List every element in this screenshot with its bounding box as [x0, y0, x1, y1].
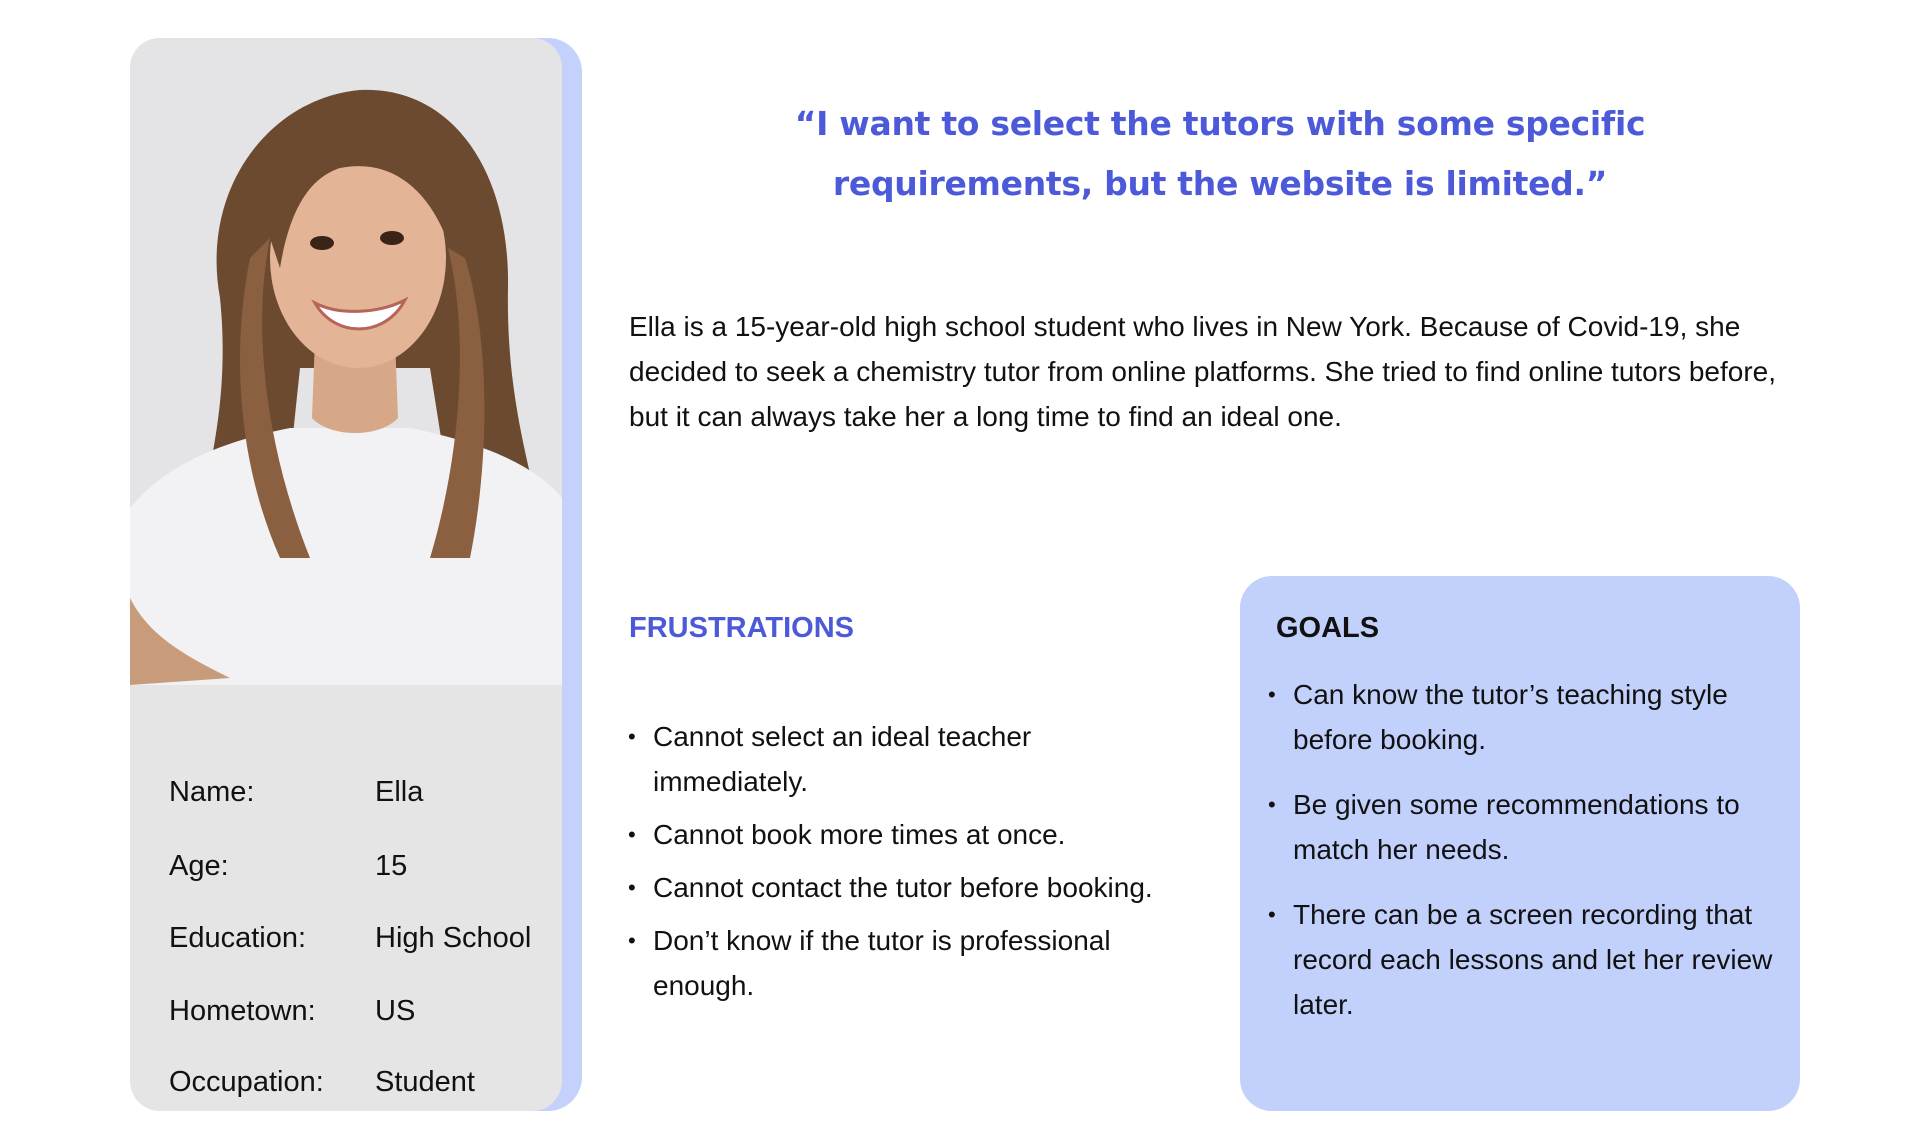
profile-row-education: [169, 918, 549, 958]
list-item: • There can be a screen recording that record each lessons and let her review later.: [1268, 892, 1788, 1027]
profile-row-name: [169, 772, 549, 812]
list-item: • Can know the tutor’s teaching style before booking.: [1268, 672, 1788, 762]
profile-label: Age:: [169, 850, 229, 882]
profile-row-age: [169, 846, 549, 886]
goals-title: GOALS: [1276, 612, 1380, 644]
profile-value: US: [375, 995, 416, 1027]
persona-photo: [130, 38, 562, 685]
profile-value: 15: [375, 850, 408, 882]
list-item: • Don’t know if the tutor is professional enough.: [628, 918, 1188, 1008]
profile-value: High School: [375, 922, 532, 954]
profile-label: Name:: [169, 776, 255, 808]
list-item: • Cannot book more times at once.: [628, 812, 1188, 857]
profile-card: [130, 38, 562, 1111]
profile-row-occupation: [169, 1062, 549, 1102]
profile-value: Ella: [375, 776, 424, 808]
persona-bio: Ella is a 15-year-old high school student who lives in New York. Because of Covid-19, she decided to seek a chemistry tutor from online platforms. She tried to find online tutors before, but it can always take her a long time to find an ideal one.: [629, 311, 1777, 432]
profile-label: Occupation:: [169, 1066, 324, 1098]
profile-label: Education:: [169, 922, 307, 954]
list-item: • Be given some recommendations to match her needs.: [1268, 782, 1788, 872]
quote-line-1: “I want to select the tutors with some specific: [794, 104, 1646, 143]
persona-portrait-image: [130, 38, 562, 685]
profile-row-hometown: [169, 991, 549, 1031]
profile-value: Student: [375, 1066, 475, 1098]
goals-panel: [1240, 576, 1800, 1111]
list-item: • Cannot select an ideal teacher immediately.: [628, 714, 1188, 804]
list-item: • Cannot contact the tutor before booking.: [628, 865, 1188, 910]
frustrations-list: [628, 714, 1188, 1016]
persona-quote: [700, 94, 1740, 214]
frustrations-title: FRUSTRATIONS: [629, 612, 855, 644]
goals-list: [1268, 672, 1788, 1047]
quote-line-2: requirements, but the website is limited.”: [832, 164, 1608, 203]
profile-label: Hometown:: [169, 995, 316, 1027]
